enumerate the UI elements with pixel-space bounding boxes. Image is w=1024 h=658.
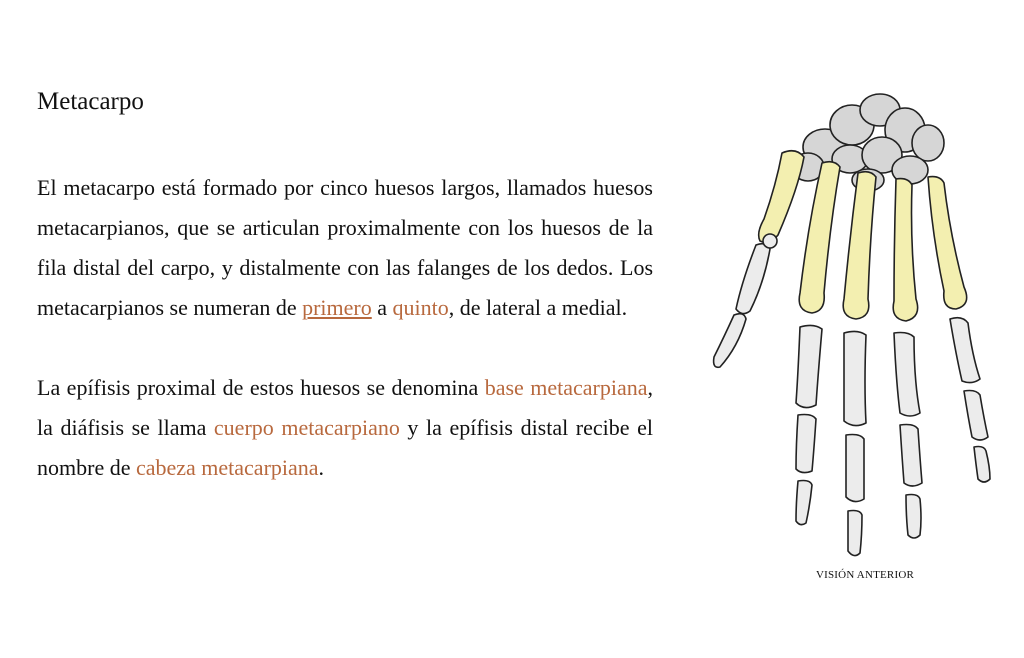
link-primero[interactable]: primero [302, 295, 372, 320]
article-body [37, 168, 653, 488]
sesamoid-bone [763, 234, 777, 248]
metacarpal-bones [759, 151, 967, 321]
paragraph2-text-3: y la epífisis distal recibe el nombre de [37, 415, 653, 480]
metacarpal-2 [799, 162, 840, 313]
paragraph1-text-1: El metacarpo está formado por cinco huesos largos, llamados huesos metacarpianos, que se articulan proximalmente con los huesos de la fila distal del carpo, y distalmente con las falanges de los dedos. Los metacarpianos se numeran de [37, 175, 653, 320]
metacarpal-3 [843, 172, 876, 319]
page-title: Metacarpo [37, 88, 144, 115]
paragraph1-text-3: , de lateral a medial. [448, 295, 628, 320]
term-cabeza-metacarpiana[interactable]: cabeza metacarpiana [135, 455, 319, 480]
link-quinto[interactable]: quinto [392, 295, 449, 320]
paragraph2-text-2: , la diáfisis se llama [37, 375, 653, 440]
term-cuerpo-metacarpiano[interactable]: cuerpo metacarpiano [213, 415, 400, 440]
hand-skeleton-illustration [700, 85, 1010, 585]
metacarpal-1 [759, 151, 804, 242]
term-base-metacarpiana[interactable]: base metacarpiana [484, 375, 648, 400]
paragraph2-text-4: . [318, 455, 325, 480]
paragraph-metacarpal-definition [37, 168, 653, 328]
paragraph-bone-parts [37, 368, 653, 488]
paragraph2-text-1: La epífisis proximal de estos huesos se denomina [37, 375, 485, 400]
metacarpal-4 [893, 179, 917, 321]
paragraph1-text-2: a [371, 295, 393, 320]
metacarpal-5 [928, 177, 967, 309]
figure-caption: VISIÓN ANTERIOR [815, 569, 915, 581]
